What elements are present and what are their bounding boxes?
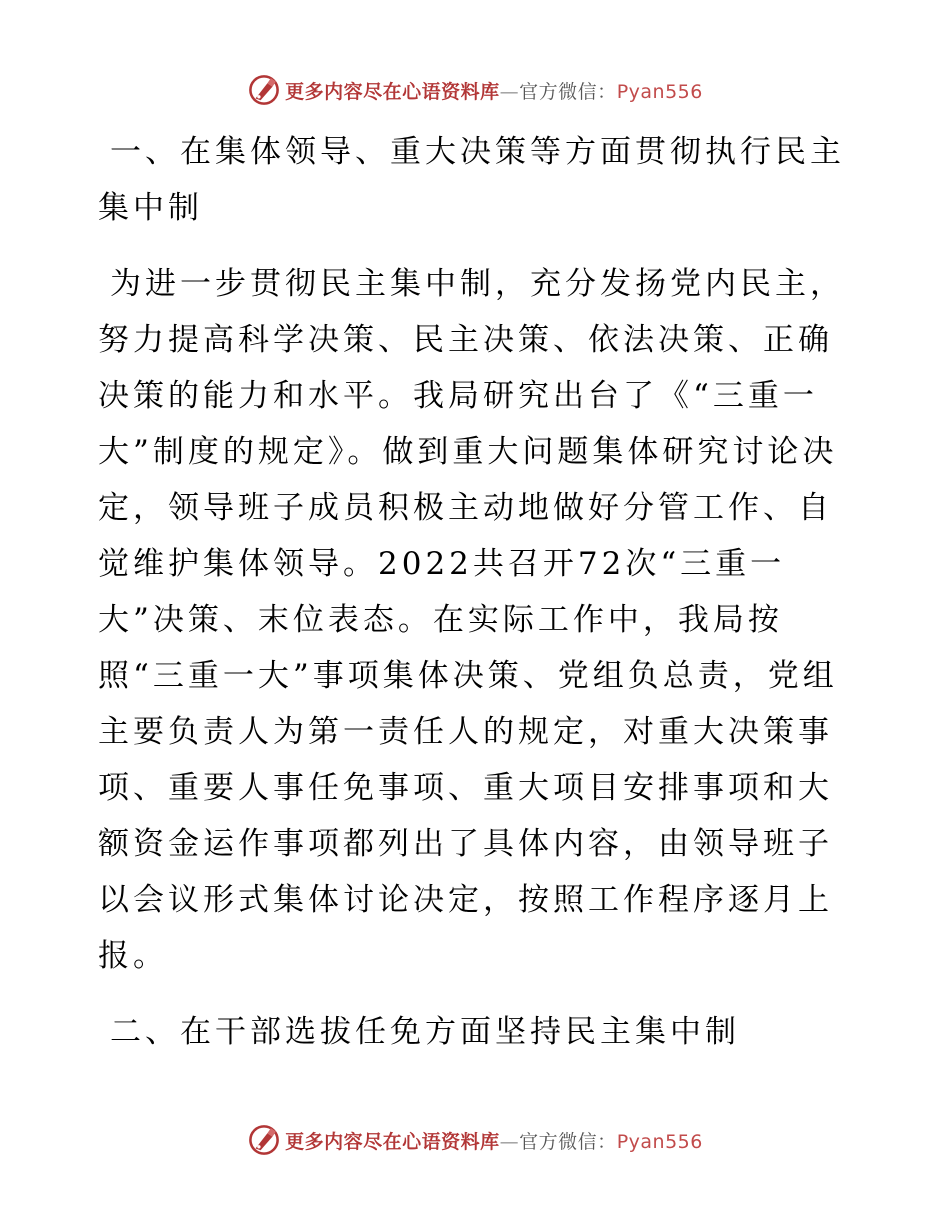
- section-heading-1: [98, 124, 850, 236]
- banner-brand: 更多内容尽在心语资料库: [285, 1130, 500, 1153]
- banner-account: Pyan556: [616, 1130, 703, 1153]
- banner-dash: —: [499, 80, 520, 103]
- document-body: [98, 124, 850, 1060]
- section-paragraph-1: [98, 256, 850, 984]
- banner-text: [285, 1127, 703, 1154]
- banner-dash: —: [499, 1130, 520, 1153]
- pen-nib-logo-icon: [247, 73, 281, 107]
- pen-nib-logo-icon: [247, 1123, 281, 1157]
- banner-brand: 更多内容尽在心语资料库: [285, 80, 500, 103]
- banner-official: 官方微信：: [519, 1130, 617, 1153]
- section-heading-2-text: 二、在干部选拔任免方面坚持民主集中制: [110, 1014, 740, 1050]
- banner-text: [285, 77, 703, 104]
- header-banner: [0, 70, 950, 110]
- banner-official: 官方微信：: [519, 80, 617, 103]
- section-heading-1-text: 一、在集体领导、重大决策等方面贯彻执行民主集中制: [98, 134, 845, 226]
- section-heading-2: [98, 1004, 850, 1060]
- footer-banner: [0, 1120, 950, 1160]
- banner-account: Pyan556: [616, 80, 703, 103]
- section-paragraph-1-text: 为进一步贯彻民主集中制，充分发扬党内民主，努力提高科学决策、民主决策、依法决策、正确决策的能力和水平。我局研究出台了《“三重一大”制度的规定》。做到重大问题集体研究讨论决定，领导班子成员积极主动地做好分管工作、自觉维护集体领导。2022共召开72次“三重一大”决策、末位表态。在实际工作中，我局按照“三重一大”事项集体决策、党组负总责，党组主要负责人为第一责任人的规定，对重大决策事项、重要人事任免事项、重大项目安排事项和大额资金运作事项都列出了具体内容，由领导班子以会议形式集体讨论决定，按照工作程序逐月上报。: [98, 266, 845, 974]
